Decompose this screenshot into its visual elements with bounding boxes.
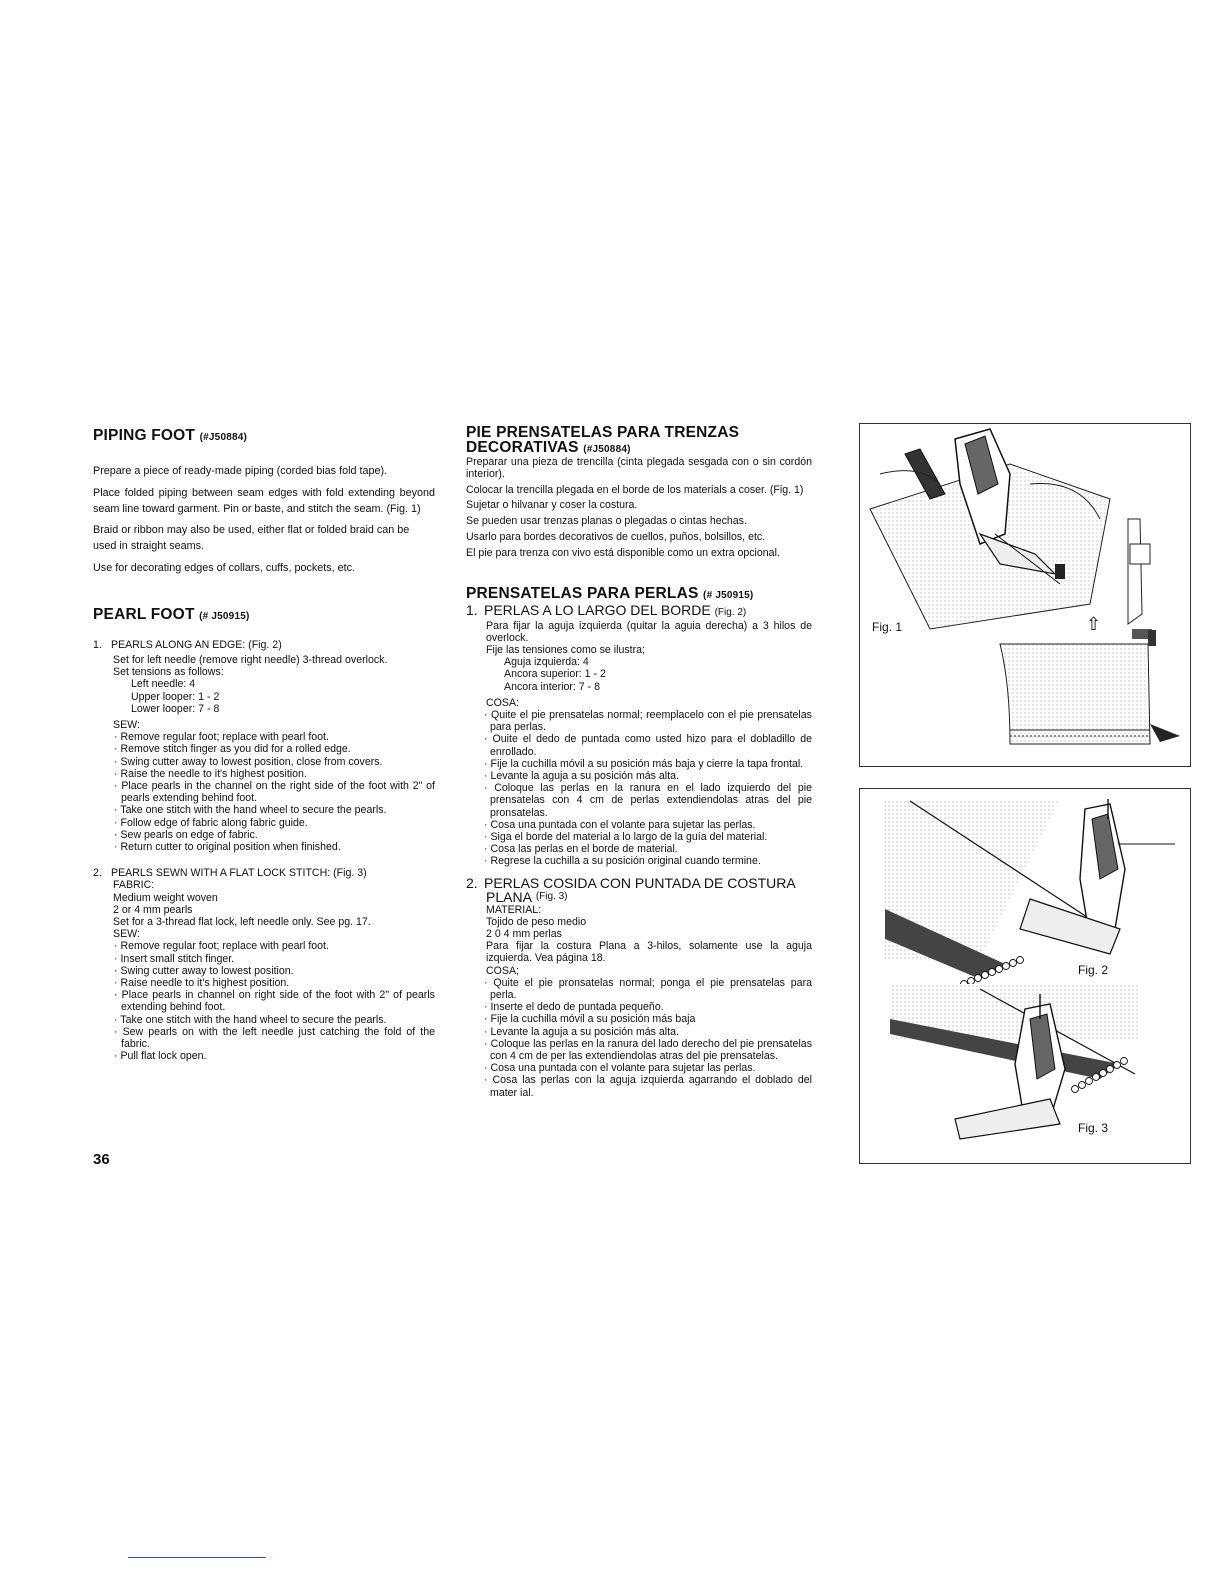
bullet-item: · Levante la aguja a su posición más alta. xyxy=(484,770,679,783)
bullet-item: · Fije la cuchilla móvil a su posición más baja xyxy=(484,1013,696,1026)
tension-line: Upper looper: 1 - 2 xyxy=(131,690,220,703)
bullet-item: · Place pearls in the channel on the right side of the foot with 2" of pearls extending behind foot. xyxy=(114,780,435,805)
perlas-item-1 xyxy=(466,603,812,868)
bullet-item: · Cosa una puntada con el volante para sujetar las perlas. xyxy=(484,1062,756,1075)
bullet-item: · Coloque las perlas en la ranura del lado derecho del pie prensatelas con 4 cm de per las extendiendolas atras del pie prensatelas. xyxy=(484,1037,812,1063)
tension-line: Ancora interior: 7 - 8 xyxy=(504,680,600,693)
trenzas-paragraph: El pie para trenza con vivo está disponible como un extra opcional. xyxy=(466,546,780,559)
item-heading: PERLAS COSIDA CON PUNTADA DE COSTURA xyxy=(484,874,796,891)
bullet-item: · Return cutter to original position when finished. xyxy=(114,841,341,854)
item-number: 2. xyxy=(466,874,478,891)
trenzas-paragraph: Usarlo para bordes decorativos de cuellos, puños, bolsillos, etc. xyxy=(466,530,766,543)
sew-label: SEW: xyxy=(113,928,140,941)
page-number: 36 xyxy=(93,1151,110,1168)
bullet-item: · Sew pearls on with the left needle just catching the fold of the fabric. xyxy=(114,1025,435,1051)
piping-paragraph: Place folded piping between seam edges with fold extending beyond seam line toward garment. Pin or baste, and stitch the seam. (Fig. 1) xyxy=(93,486,435,515)
bullet-item: · Remove stitch finger as you did for a rolled edge. xyxy=(114,743,351,756)
item-line: MATERIAL: xyxy=(486,903,542,916)
trenzas-paragraph: Colocar la trencilla plegada en el borde de los materials a coser. (Fig. 1) xyxy=(466,483,804,496)
item-line: Para fijar la costura Plana a 3-hilos, solamente use la aguja izquierda. Vea página 18. xyxy=(486,940,812,965)
bullet-item: · Insert small stitch finger. xyxy=(114,952,235,965)
bullet-item: · Siga el borde del material a lo largo de la guía del material. xyxy=(484,831,768,844)
piping-foot-title: PIPING FOOT (#J50884) xyxy=(93,427,248,444)
english-column xyxy=(93,428,435,1062)
item-line: Set for left needle (remove right needle) 3-thread overlock. xyxy=(113,653,388,666)
bullet-item: · Sew pearls on edge of fabric. xyxy=(114,828,258,841)
item-line: FABRIC: xyxy=(113,879,155,892)
footer-rule xyxy=(128,1557,266,1558)
trenzas-title-line1: PIE PRENSATELAS PARA TRENZAS xyxy=(466,424,740,441)
piping-paragraph: Use for decorating edges of collars, cuffs, pockets, etc. xyxy=(93,561,356,574)
bullet-item: · Cosa las perlas con la aguja izquierda agarrando el doblado del mater ial. xyxy=(484,1074,812,1099)
figure-1-illustration xyxy=(860,424,1190,766)
item-line: Para fijar la aguja izquierda (quitar la aguia derecha) a 3 hilos de overlock. xyxy=(486,619,812,644)
pearl-item-1 xyxy=(93,639,435,853)
tension-line: Left needle: 4 xyxy=(131,678,196,691)
bullet-item: · Take one stitch with the hand wheel to secure the pearls. xyxy=(114,1013,387,1026)
bullet-item: · Pull flat lock open. xyxy=(114,1050,207,1063)
item-number: 1. xyxy=(466,601,478,618)
up-arrow-icon: ⇧ xyxy=(1086,614,1102,634)
tension-line: Lower looper: 7 - 8 xyxy=(131,702,220,715)
bullet-item: · Place pearls in channel on right side of the foot with 2" of pearls extending behind foot. xyxy=(114,989,435,1014)
item-heading: PEARLS SEWN WITH A FLAT LOCK STITCH: (Fig. 3) xyxy=(111,867,367,880)
item-number: 1. xyxy=(93,638,102,651)
bullet-item: · Swing cutter away to lowest position, close from covers. xyxy=(114,755,383,768)
item-line: Set for a 3-thread flat lock, left needle only. See pg. 17. xyxy=(113,916,371,929)
bullet-item: · Quite el pie pronsatelas normal; ponga el pie prensatelas para perla. xyxy=(484,976,812,1002)
bullet-item: · Raise needle to it's highest position. xyxy=(114,977,290,990)
piping-paragraph: Braid or ribbon may also be used, either flat or folded braid can be used in straight seams. xyxy=(93,524,410,553)
bullet-item: · Remove regular foot; replace with pearl foot. xyxy=(114,940,329,953)
fig-1-label: Fig. 1 xyxy=(872,620,903,634)
tension-line: Ancora superior: 1 - 2 xyxy=(504,668,606,681)
bullet-item: · Cosa las perlas en el borde de material. xyxy=(484,843,678,856)
item-line: Set tensions as follows: xyxy=(113,666,224,679)
bullet-item: · Quite el pie prensatelas normal; reemplacelo con el pie prensatelas para perlas. xyxy=(484,709,812,734)
spanish-column xyxy=(466,425,812,1099)
tension-line: Aguja izquierda: 4 xyxy=(504,656,589,669)
figure-2-3-frame xyxy=(859,788,1191,1164)
pearl-item-2 xyxy=(93,867,435,1062)
bullet-item: · Fije la cuchilla móvil a su posición más baja y cierre la tapa frontal. xyxy=(484,757,804,770)
figure-1-frame xyxy=(859,423,1191,767)
item-line: Medium weight woven xyxy=(113,891,218,904)
sew-label: COSA; xyxy=(486,964,519,977)
trenzas-paragraph: Sujetar o hilvanar y coser la costura. xyxy=(466,499,638,512)
trenzas-paragraph: Se pueden usar trenzas planas o plegadas o cintas hechas. xyxy=(466,515,747,528)
item-number: 2. xyxy=(93,867,102,880)
bullet-item: · Regrese la cuchilla a su posición original cuando termine. xyxy=(484,855,761,868)
fig-3-label: Fig. 3 xyxy=(1078,1121,1109,1135)
figure-2-3-illustration xyxy=(860,789,1190,1163)
item-heading: PERLAS A LO LARGO DEL BORDE (Fig. 2) xyxy=(484,601,747,618)
perlas-title: PRENSATELAS PARA PERLAS (# J50915) xyxy=(466,584,754,602)
sew-label: COSA: xyxy=(486,696,519,709)
bullet-item: · Follow edge of fabric along fabric guide. xyxy=(114,816,308,829)
trenzas-paragraph: Preparar una pieza de trencilla (cinta plegada sesgada con o sin cordón interior). xyxy=(466,456,812,480)
item-heading-cont: PLANA (Fig. 3) xyxy=(486,888,568,905)
pearl-foot-title: PEARL FOOT (# J50915) xyxy=(93,605,250,623)
bullet-item: · Inserte el dedo de puntada pequeño. xyxy=(484,1001,664,1014)
bullet-item: · Raise the needle to it's highest position. xyxy=(114,767,307,780)
item-line: Tojido de peso medio xyxy=(486,915,587,928)
item-line: Fije las tensiones como se ilustra; xyxy=(486,643,645,656)
bullet-item: · Coloque las perlas en la ranura en el lado izquierdo del pie prensatelas con 4 cm de perlas extendiendolas atras del pie pronsatelas. xyxy=(484,782,812,819)
item-heading: PEARLS ALONG AN EDGE: (Fig. 2) xyxy=(111,638,282,651)
fig-2-label: Fig. 2 xyxy=(1078,963,1109,977)
bullet-item: · Ouite el dedo de puntada como usted hizo para el dobladillo de enrollado. xyxy=(484,733,812,758)
item-line: 2 0 4 mm perlas xyxy=(486,928,562,941)
bullet-item: · Take one stitch with the hand wheel to secure the pearls. xyxy=(114,804,387,817)
item-line: 2 or 4 mm pearls xyxy=(113,903,193,916)
piping-paragraph: Prepare a piece of ready-made piping (corded bias fold tape). xyxy=(93,465,388,477)
bullet-item: · Cosa una puntada con el volante para sujetar las perlas. xyxy=(484,818,756,831)
sew-label: SEW: xyxy=(113,719,140,731)
bullet-item: · Levante la aguja a su posición más alta. xyxy=(484,1025,679,1038)
perlas-item-2 xyxy=(466,876,812,1099)
trenzas-title-line2: DECORATIVAS (#J50884) xyxy=(466,439,631,456)
bullet-item: · Swing cutter away to lowest position. xyxy=(114,964,294,977)
bullet-item: · Remove regular foot; replace with pearl foot. xyxy=(114,731,329,744)
